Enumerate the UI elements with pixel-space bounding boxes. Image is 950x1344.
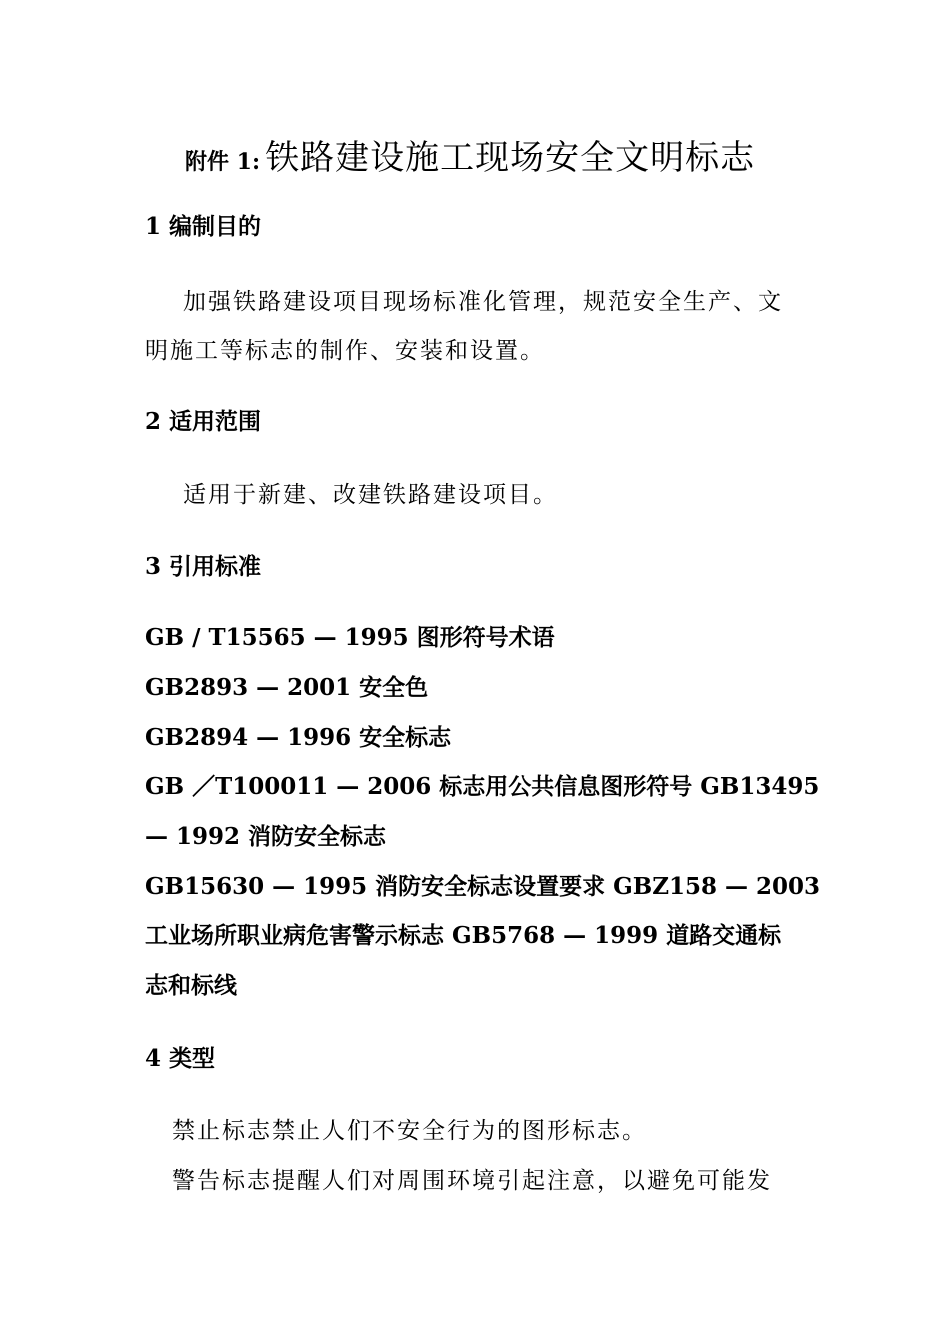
section-heading-3: 3 引用标准 xyxy=(145,553,262,580)
section-heading-1: 1 编制目的 xyxy=(145,213,262,240)
reference-line: GB2893 — 2001 安全色 xyxy=(145,674,429,701)
reference-line: 志和标线 xyxy=(145,972,237,999)
title-prefix: 附件 1: xyxy=(185,149,261,175)
paragraph-line: 警告标志提醒人们对周围环境引起注意，以避免可能发 xyxy=(172,1168,772,1194)
title-main: 铁路建设施工现场安全文明标志 xyxy=(265,138,756,178)
document-title xyxy=(185,130,755,179)
reference-line: — 1992 消防安全标志 xyxy=(145,823,387,850)
section-heading-2: 2 适用范围 xyxy=(145,408,262,435)
reference-line: GB / T15565 — 1995 图形符号术语 xyxy=(145,624,555,651)
paragraph-line: 加强铁路建设项目现场标准化管理，规范安全生产、文 xyxy=(183,289,783,315)
section-heading-4: 4 类型 xyxy=(145,1045,216,1072)
reference-line: GB15630 — 1995 消防安全标志设置要求 GBZ158 — 2003 xyxy=(145,873,821,900)
reference-line: GB ／T100011 — 2006 标志用公共信息图形符号 GB13495 xyxy=(145,773,820,800)
paragraph-line: 明施工等标志的制作、安装和设置。 xyxy=(145,338,545,364)
paragraph-line: 适用于新建、改建铁路建设项目。 xyxy=(183,482,558,508)
reference-line: GB2894 — 1996 安全标志 xyxy=(145,724,452,751)
paragraph-line: 禁止标志禁止人们不安全行为的图形标志。 xyxy=(172,1118,647,1144)
reference-line: 工业场所职业病危害警示标志 GB5768 — 1999 道路交通标 xyxy=(145,922,782,949)
